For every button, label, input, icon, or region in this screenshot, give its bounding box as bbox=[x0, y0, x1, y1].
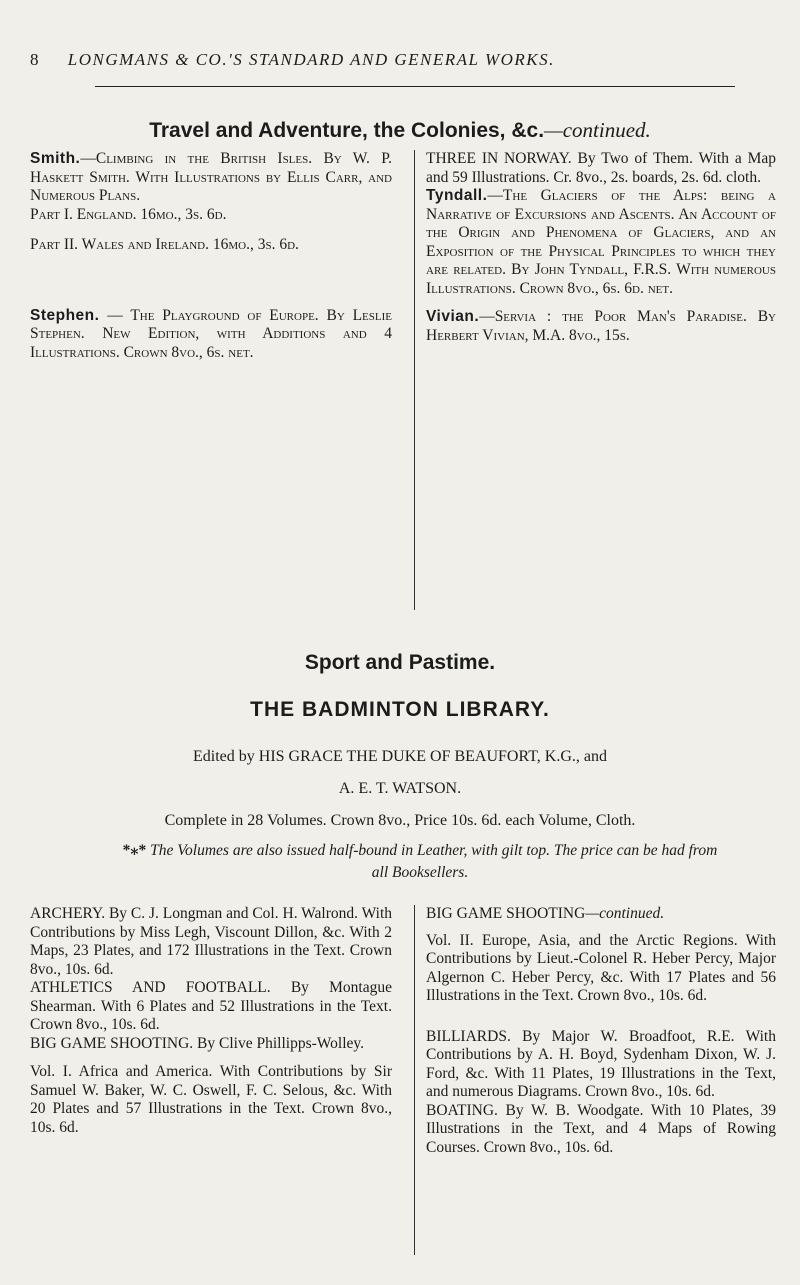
big-game-continued-heading bbox=[426, 905, 776, 924]
note-asterism: *⁎* bbox=[122, 842, 147, 859]
norway-entry: THREE IN NORWAY. By Two of Them. With a Map and 59 Illustrations. Cr. 8vo., 2s. boards, 2s. 6d. cloth. bbox=[426, 150, 776, 186]
stephen-entry bbox=[30, 307, 392, 363]
edited-by-line: Edited by HIS GRACE THE DUKE OF BEAUFORT, K.G., and bbox=[193, 748, 607, 765]
travel-title-text: Travel and Adventure, the Colonies, &c. bbox=[149, 119, 545, 142]
sport-left-column bbox=[30, 905, 392, 1137]
header-rule bbox=[95, 86, 735, 87]
badminton-library-title: THE BADMINTON LIBRARY. bbox=[250, 698, 550, 721]
running-title: LONGMANS & CO.'S STANDARD AND GENERAL WORKS. bbox=[67, 50, 555, 69]
boating-entry: BOATING. By W. B. Woodgate. With 10 Plates, 39 Illustrations in the Text, and 4 Maps of Rowing Courses. Crown 8vo., 10s. 6d. bbox=[426, 1101, 776, 1156]
billiards-entry: BILLIARDS. By Major W. Broadfoot, R.E. With Contributions by A. H. Boyd, Sydenham Dixon, W. J. Ford, &c. With 11 Plates, 19 Illustrations in the Text, and numerous Diagrams. Crown 8vo., 10s. 6d. bbox=[426, 1027, 776, 1100]
vivian-entry bbox=[426, 308, 776, 345]
smith-text: —Climbing in the British Isles. By W. P. Haskett Smith. With Illustrations by Ellis Carr, and Numerous Plans. bbox=[30, 150, 392, 204]
smith-author: Smith. bbox=[30, 150, 81, 167]
big-game-vol2: Vol. II. Europe, Asia, and the Arctic Regions. With Contributions by Lieut.-Colonel R. Heber Percy, Major Algernon C. Heber Percy, &c. With 17 Plates and 56 Illustrations in the Text. Crown 8vo., 10s. 6d. bbox=[426, 931, 776, 1004]
running-head bbox=[30, 50, 770, 70]
big-game-cont-title: BIG GAME SHOOTING bbox=[426, 905, 586, 922]
tyndall-entry bbox=[426, 187, 776, 298]
sport-column-divider bbox=[414, 905, 415, 1255]
complete-volumes-line: Complete in 28 Volumes. Crown 8vo., Price 10s. 6d. each Volume, Cloth. bbox=[164, 812, 636, 829]
tyndall-author: Tyndall. bbox=[426, 187, 488, 204]
sport-section-title: Sport and Pastime. bbox=[304, 651, 496, 674]
smith-part2: Part II. Wales and Ireland. 16mo., 3s. 6d. bbox=[30, 236, 299, 253]
smith-entry bbox=[30, 150, 392, 206]
tyndall-text: —The Glaciers of the Alps: being a Narrative of Excursions and Ascents. An Account of the Origin and Phenomena of Glaciers, and an Exposition of the Physical Principles to which they are related. By John Tyndall, F.R.S. With numerous Illustrations. Crown 8vo., 6s. 6d. net. bbox=[426, 187, 776, 297]
stephen-author: Stephen. bbox=[30, 306, 100, 324]
travel-left-column bbox=[30, 150, 392, 362]
vivian-text: —Servia : the Poor Man's Paradise. By Herbert Vivian, M.A. 8vo., 15s. bbox=[426, 308, 776, 344]
travel-right-column bbox=[426, 150, 776, 345]
watson-line: A. E. T. WATSON. bbox=[338, 780, 462, 797]
archery-entry: ARCHERY. By C. J. Longman and Col. H. Walrond. With Contributions by Miss Legh, Viscount Dillon, &c. With 2 Maps, 23 Plates, and 172 Illustrations in the Text. Crown 8vo., 10s. 6d. bbox=[30, 905, 392, 978]
vivian-author: Vivian. bbox=[426, 308, 480, 325]
stephen-text: — The Playground of Europe. By Leslie Stephen. New Edition, with Additions and 4 Illustrations. Crown 8vo., 6s. net. bbox=[30, 306, 392, 361]
sport-right-column bbox=[426, 905, 776, 1157]
athletics-entry: ATHLETICS AND FOOTBALL. By Montague Shearman. With 6 Plates and 52 Illustrations in the Text. Crown 8vo., 10s. 6d. bbox=[30, 979, 392, 1033]
big-game-entry: BIG GAME SHOOTING. By Clive Phillipps-Wolley. bbox=[30, 1034, 365, 1052]
travel-column-divider bbox=[414, 150, 415, 610]
page-number: 8 bbox=[30, 50, 40, 69]
travel-continued: —continued. bbox=[544, 118, 651, 142]
binding-note bbox=[120, 840, 720, 884]
smith-part1: Part I. England. 16mo., 3s. 6d. bbox=[30, 205, 227, 223]
note-text: The Volumes are also issued half-bound in Leather, with gilt top. The price can be had from all Booksellers. bbox=[146, 842, 718, 881]
big-game-cont-mark: —continued. bbox=[585, 905, 665, 922]
big-game-vol1: Vol. I. Africa and America. With Contributions by Sir Samuel W. Baker, W. C. Oswell, F. C. Selous, &c. With 20 Plates and 57 Illustrations in the Text. Crown 8vo., 10s. 6d. bbox=[30, 1063, 392, 1136]
travel-section-title bbox=[0, 118, 800, 143]
